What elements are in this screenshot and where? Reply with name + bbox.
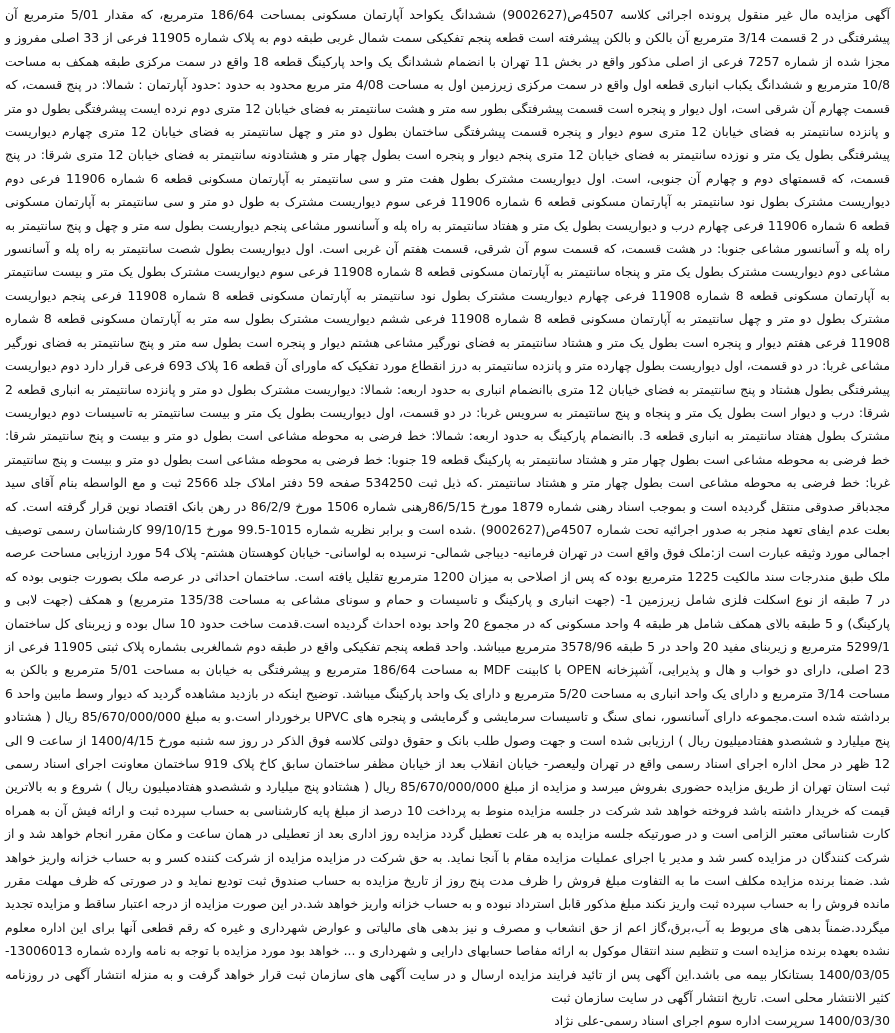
auction-notice-body: آگهی مزایده مال غیر منقول پرونده اجرائی کلاسه 4507ص(9002627) ششدانگ یکواحد آپارتمان مسکونی بمساحت 186/64 مترمربع، که مقدار 5/01 مترمربع آن پیشرفتگی در 2 قسمت 3/14 مترمربع آن بالکن و بالکن پیشرفته است قطعه پنجم تفکیکی سمت شمال غربی طبقه دوم به پلاک شماره 11905 فرعی از 33 اصلی مفروز و مجزا شده از شماره 7257 فرعی از اصلی مذکور واقع در بخش 11 تهران با انضمام ششدانگ یک واحد پارکینگ قطعه 18 واقع در سمت مرکزی طبقه همکف به مساحت 10/8 مترمربع و ششدانگ یکباب انباری قطعه اول واقع در سمت مرکزی زیرزمین اول به مساحت 4/08 متر مربع محدود به حدود :حدود آپارتمان : شمالا: در پنج قسمت، که قسمت چهارم آن شرقی است، اول دیوار و پنجره است قسمت پیشرفتگی بطور سه متر و هشت سانتیمتر به فضای خیابان 12 متری دوم نرده ایست پیشرفتگی بطول دو متر و پانزده سانتیمتر به فضای خیابان 12 متری سوم دیوار و پنجره قسمت پیشرفتگی ساختمان بطول دو متر و چهل سانتیمتر به فضای خیابان 12 متری چهارم دیواریست پیشرفتگی بطول یک متر و نوزده سانتیمتر به فضای خیابان 12 متری پنجم دیوار و پنجره است بطول چهار متر و هشتادونه سانتیمتر به فضای خیابان 12 متری شرقا: در پنج قسمت، که قسمتهای دوم و چهارم آن جنوبی، است. اول دیواریست مشترک بطول هفت متر و سی سانتیمتر به آپارتمان مسکونی قطعه 6 شماره 11906 فرعی دوم دیواریست مشترک بطول نود سانتیمتر به آپارتمان مسکونی قطعه 6 شماره 11906 فرعی سوم دیواریست مشترک به طول دو متر و سی سانتیمتر به آپارتمان مسکونی قطعه 6 شماره 11906 فرعی چهارم درب و دیواریست بطول یک متر و هفتاد سانتیمتر به راه پله و آسانسور مشاعی پنجم دیواریست بطول سه متر و چهل و پنج سانتیمتر به راه پله و آسانسور مشاعی جنوبا: در هشت قسمت، که قسمت سوم آن شرقی، قسمت هفتم آن غربی است. اول دیواریست بطول شصت سانتیمتر به راه پله و آسانسور مشاعی دوم دیواریست مشترک بطول یک متر و پنجاه سانتیمتر به آپارتمان مسکونی قطعه 8 شماره 11908 فرعی سوم دیواریست مشترک بطول یک متر و بیست سانتیمتر به آپارتمان مسکونی قطعه 8 شماره 11908 فرعی چهارم دیواریست مشترک بطول نود سانتیمتر به آپارتمان مسکونی قطعه 8 شماره 11908 فرعی پنجم دیواریست مشترک بطول دو متر و چهل سانتیمتر به آپارتمان مسکونی قطعه 8 شماره 11908 فرعی ششم دیواریست مشترک بطول سه متر به آپارتمان مسکونی قطعه 8 شماره 11908 فرعی هفتم دیوار و پنجره است بطول یک متر و هشتاد سانتیمتر به فضای نورگیر مشاعی هشتم دیوار و پنجره است بطول سه متر و پنج سانتیمتر به فضای نورگیر مشاعی غربا: در دو قسمت، اول دیواریست بطول چهارده متر و پانزده سانتیمتر به درز انقطاع مورد تفکیک که ماورای آن قطعه 16 پلاک 693 فرعی قرار دارد دوم دیواریست پیشرفتگی بطول هشتاد و پنج سانتیمتر به فضای خیابان 12 متری باانضمام انباری به حدود اربعه: شمالا: دیواریست مشترک بطول دو متر و پانزده سانتیمتر به انباری قطعه 2 شرقا: درب و دیوار است بطول یک متر و پنجاه و پنج سانتیمتر به سرویس غربا: در دو قسمت، اول دیواریست بطول یک متر و بیست سانتیمتر به تاسیسات دوم دیواریست مشترک بطول هفتاد سانتیمتر به انباری قطعه 3. باانضمام پارکینگ به حدود اربعه: شمالا: خط فرضی به محوطه مشاعی است بطول دو متر و بیست و پنج سانتیمتر شرقا: خط فرضی به محوطه مشاعی است بطول چهار متر و هشتاد سانتیمتر به پارکینگ قطعه 19 جنوبا: خط فرضی به محوطه مشاعی است بطول دو متر و بیست و پنج سانتیمتر غربا: خط فرضی به محوطه مشاعی است بطول چهار متر و هشتاد سانتیمتر .که ذیل ثبت 534250 صفحه 59 دفتر املاک جلد 2566 ثبت و مع الواسطه بنام آقای سید مجدباقر صدوقی منتقل گردیده است و بموجب اسناد رهنی شماره 1879 مورخ 86/5/15رهنی شماره 1506 مورخ 86/2/9 در رهن بانک اقتصاد نوین قرار گرفته است. که بعلت عدم ایفای تعهد منجر به صدور اجرائیه تحت شماره 4507ص(9002627) .شده است و برابر نظریه شماره 1015-99.5 مورخ 99/10/15 کارشناسان رسمی توصیف اجمالی مورد وثیقه عبارت است از:ملک فوق واقع است در تهران فرمانیه- دیباجی شمالی- نرسیده به لواسانی- خیابان کوهستان هشتم- پلاک 54 مورد ارزیابی مساحت عرصه ملک طبق مندرجات سند مالکیت 1225 مترمربع بوده که پس از اصلاحی به میزان 1200 مترمربع تقلیل یافته است. ساختمان احداثی در عرصه ملک بصورت جنوبی بوده که در 7 طبقه از نوع اسکلت فلزی شامل زیرزمین 1- (جهت انباری و پارکینگ و تاسیسات و حمام و سونای مشاعی به مساحت 135/38 مترمربع) و همکف (جهت لابی و پارکینگ) و 5 طبقه بالای همکف شامل هر طبقه 4 واحد مسکونی که در مجموع 20 واحد بوده احداث گردیده است.قدمت ساخت حدود 10 سال بوده و زیربنای کل ساختمان 5299/1 مترمربع و زیربنای مفید 20 واحد در 5 طبقه 3578/96 مترمربع میباشد. واحد قطعه پنجم تفکیکی واقع در طبقه دوم شمالغربی بشماره پلاک ثبتی 11905 فرعی از 23 اصلی، دارای دو خواب و هال و پذیرایی، آشپزخانه OPEN با کابینت MDF به مساحت 186/64 مترمربع و پیشرفتگی به خیابان به مساحت 5/01 مترمربع و بالکن به مساحت 3/14 مترمربع و دارای یک واحد انباری به مساحت 5/20 مترمربع و دارای یک واحد پارکینگ میباشد. توضیح اینکه در بازدید مشاهده گردید که دیوار وسط مابین واحد 6 برداشته شده است.مجموعه دارای آسانسور، نمای سنگ و تاسیسات سرمایشی و گرمایشی و پنجره های UPVC برخوردار است.و به مبلغ 85/670/000/000 ریال ( هشتادو پنج میلیارد و ششصدو هفتادمیلیون ریال ) ارزیابی شده است و جهت وصول طلب بانک و حقوق دولتی کلاسه فوق الذکر در روز سه شنبه مورخ 1400/4/15 از ساعت 9 الی 12 ظهر در محل اداره اجرای اسناد رسمی واقع در تهران ولیعصر- خیابان انقلاب بعد از خیابان مظفر ساختمان سابق کاخ پلاک 919 ساختمان معاونت اجرای اسناد رسمی ثبت استان تهران از طریق مزایده حضوری بفروش میرسد و مزایده از مبلغ 85/670/000/000 ریال ( هشتادو پنج میلیارد و ششصدو هفتادمیلیون ریال ) شروع و به بالاترین قیمت که خریدار داشته باشد فروخته خواهد شد شرکت در جلسه مزایده منوط به پرداخت 10 درصد از مبلغ پایه کارشناسی به حساب سپرده ثبت و ارائه فیش آن به همراه کارت شناسائی معتبر الزامی است و در صورتیکه جلسه مزایده به هر علت تعطیل گردد مزایده روز اداری بعد از تعطیلی در همان ساعت و مکان مقرر انجام خواهد شد و از شرکت کنندگان در مزایده کسر شد و مدیر یا اجرای عملیات مزایده مقام با آنجا نماید. به حق شرکت در مزایده مزایده از شرکت کننده کسر و به حساب خزانه واریز خواهد شد. ضمنا برنده مزایده مکلف است ما به التفاوت مبلغ فروش را ظرف مدت پنج روز از تاریخ مزایده به حساب صندوق ثبت تودیع نماید و در صورتی که ظرف مهلت مقرر مانده فروش را به حساب سپرده ثبت واریز نکند مبلغ مذکور قابل استرداد نبوده و به حساب خزانه واریز خواهد شد.در این صورت مزایده از درجه اعتبار ساقط و مزایده تجدید میگردد.ضمناً بدهی های مربوط به آب،برق،گاز اعم از حق انشعاب و مصرف و نیز بدهی های مالیاتی و عوارض شهرداری و غیره که رقم قطعی آنها برای این اداره معلوم نشده بعهده برنده مزایده است و تنظیم سند انتقال موکول به ارائه مفاصا حسابهای دارایی و شهرداری و ... خواهد بود مورد مزایده با توجه به نامه وارده شماره 13006013-1400/03/05 بستانکار بیمه می باشد.این آگهی پس از تائید فرایند مزایده ارسال و در سایت آگهی های سازمان ثبت قرار خواهد گرفت و به منزله انتشار آگهی در روزنامه کثیر الانتشار محلی است. تاریخ انتشار آگهی در سایت سازمان ثبت — [5, 7, 891, 1006]
auction-notice-footer: 1400/03/30 سرپرست اداره سوم اجرای اسناد رسمی-علی نژاد — [554, 1013, 890, 1029]
